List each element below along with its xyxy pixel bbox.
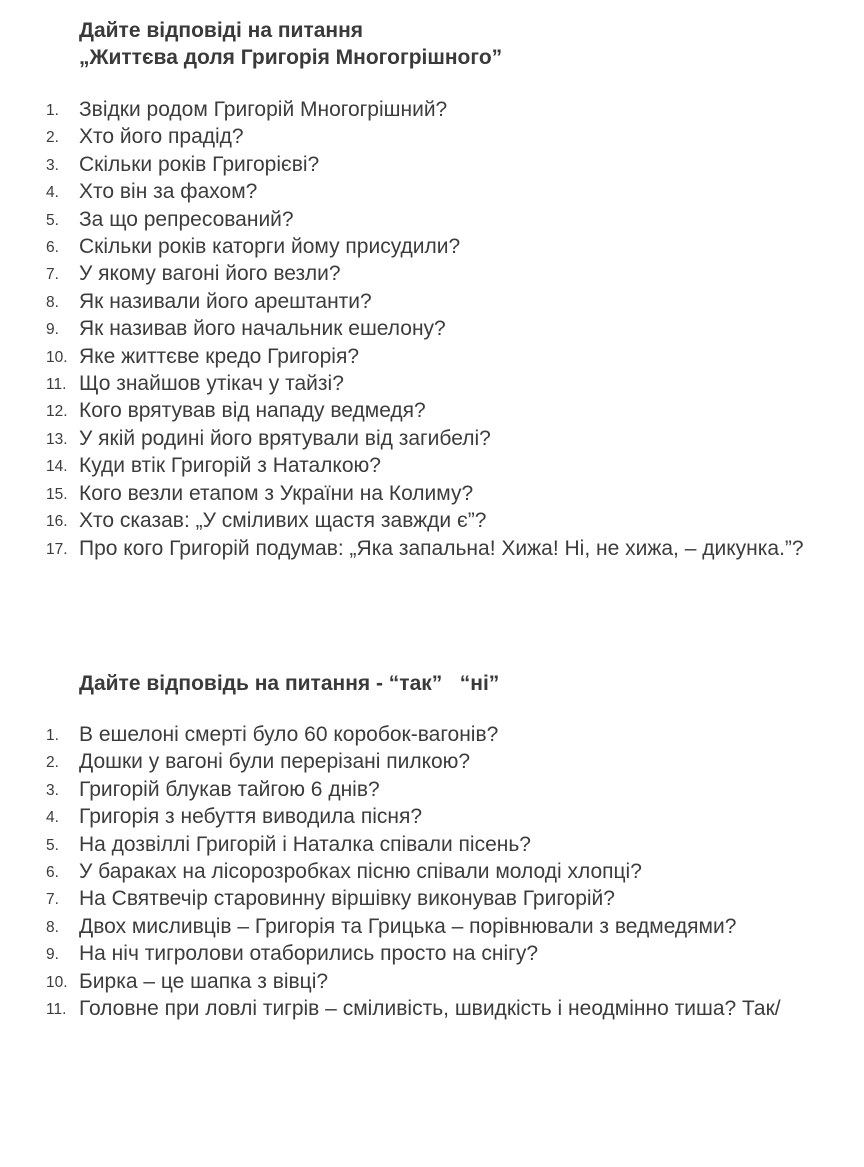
question-number: 11.	[46, 376, 67, 394]
question-number: 7.	[46, 266, 59, 284]
section1-question-list	[0, 96, 864, 562]
question-number: 11.	[46, 1001, 67, 1019]
question-item	[0, 315, 864, 342]
question-number: 4.	[46, 809, 59, 827]
question-item	[0, 913, 864, 940]
question-number: 16.	[46, 513, 68, 531]
question-number: 17.	[46, 540, 68, 558]
section2-title-text: Дайте відповідь на питання - “так” “ні”	[79, 672, 500, 695]
question-text: У якому вагоні його везли?	[79, 262, 341, 286]
question-text: Звідки родом Григорій Многогрішний?	[79, 98, 448, 121]
question-item	[0, 831, 864, 858]
question-number: 3.	[46, 156, 59, 174]
question-text: Про кого Григорій подумав: „Яка запальна! Хижа! Ні, не хижа, – дикунка.”?	[79, 536, 804, 560]
question-text: Скільки років Григорієві?	[79, 152, 320, 176]
question-text: Яке життєве кредо Григорія?	[79, 344, 359, 368]
section1-title-line1: Дайте відповіді на питання	[79, 19, 364, 42]
question-number: 8.	[46, 918, 59, 936]
question-item	[0, 968, 864, 995]
question-number: 2.	[46, 129, 59, 147]
question-number: 5.	[46, 836, 59, 854]
question-item	[0, 397, 864, 424]
question-item	[0, 721, 864, 748]
section2-question-list	[0, 721, 864, 1022]
question-text: Куди втік Григорій з Наталкою?	[79, 454, 381, 478]
question-number: 1.	[46, 727, 59, 744]
question-item	[0, 96, 864, 123]
question-text: На Святвечір старовинну віршівку виконував Григорій?	[79, 887, 615, 911]
question-text: Хто сказав: „У сміливих щастя завжди є”?	[79, 509, 487, 533]
question-item	[0, 995, 864, 1022]
question-text: На дозвіллі Григорій і Наталка співали пісень?	[79, 832, 531, 856]
question-number: 6.	[46, 864, 59, 882]
question-number: 6.	[46, 239, 59, 257]
question-text: У бараках на лісорозробках пісню співали молоді хлопці?	[79, 860, 642, 884]
question-item	[0, 370, 864, 397]
question-item	[0, 535, 864, 562]
question-item	[0, 151, 864, 178]
question-item	[0, 123, 864, 150]
question-text: В ешелоні смерті було 60 коробок-вагонів?	[79, 723, 499, 746]
question-number: 14.	[46, 458, 68, 476]
question-number: 1.	[46, 102, 59, 119]
question-text: На ніч тигролови отаборились просто на снігу?	[79, 942, 539, 966]
question-item	[0, 885, 864, 912]
question-item	[0, 343, 864, 370]
question-text: Скільки років каторги йому присудили?	[79, 235, 461, 259]
question-number: 5.	[46, 211, 59, 229]
question-text: Бирка – це шапка з вівці?	[79, 969, 329, 993]
question-text: Що знайшов утікач у тайзі?	[79, 372, 344, 396]
question-item	[0, 858, 864, 885]
section1-title-line2: „Життєва доля Григорія Многогрішного”	[79, 46, 503, 69]
section1-title	[79, 17, 502, 71]
question-number: 13.	[46, 430, 68, 448]
question-text: У якій родині його врятували від загибелі?	[79, 426, 491, 450]
question-text: Двох мисливців – Григорія та Грицька – порівнювали з ведмедями?	[79, 914, 737, 938]
question-text: Як називали його арештанти?	[79, 289, 372, 313]
question-number: 2.	[46, 754, 59, 772]
question-text: Григорій блукав тайгою 6 днів?	[79, 777, 380, 801]
question-number: 15.	[46, 485, 68, 503]
question-text: Дошки у вагоні були перерізані пилкою?	[79, 750, 471, 774]
question-item	[0, 233, 864, 260]
question-item	[0, 425, 864, 452]
question-text: Головне при ловлі тигрів – сміливість, швидкість і неодмінно тиша? Так/	[79, 997, 781, 1021]
question-number: 3.	[46, 781, 59, 799]
question-number: 10.	[46, 973, 68, 991]
question-item	[0, 288, 864, 315]
question-item	[0, 260, 864, 287]
question-item	[0, 803, 864, 830]
question-text: За що репресований?	[79, 207, 294, 231]
question-number: 9.	[46, 946, 59, 964]
question-number: 9.	[46, 321, 59, 339]
question-item	[0, 776, 864, 803]
question-number: 7.	[46, 891, 59, 909]
question-number: 12.	[46, 403, 68, 421]
section2-title	[79, 670, 499, 697]
question-item	[0, 748, 864, 775]
question-text: Хто його прадід?	[79, 125, 244, 149]
question-number: 8.	[46, 293, 59, 311]
question-item	[0, 480, 864, 507]
question-item	[0, 452, 864, 479]
question-item	[0, 507, 864, 534]
question-text: Григорія з небуття виводила пісня?	[79, 805, 423, 829]
question-number: 4.	[46, 184, 59, 202]
question-item	[0, 940, 864, 967]
question-number: 10.	[46, 348, 68, 366]
question-item	[0, 206, 864, 233]
question-text: Кого везли етапом з України на Колиму?	[79, 481, 474, 505]
question-text: Хто він за фахом?	[79, 180, 258, 204]
question-item	[0, 178, 864, 205]
question-text: Як називав його начальник ешелону?	[79, 317, 446, 341]
question-text: Кого врятував від нападу ведмедя?	[79, 399, 426, 423]
